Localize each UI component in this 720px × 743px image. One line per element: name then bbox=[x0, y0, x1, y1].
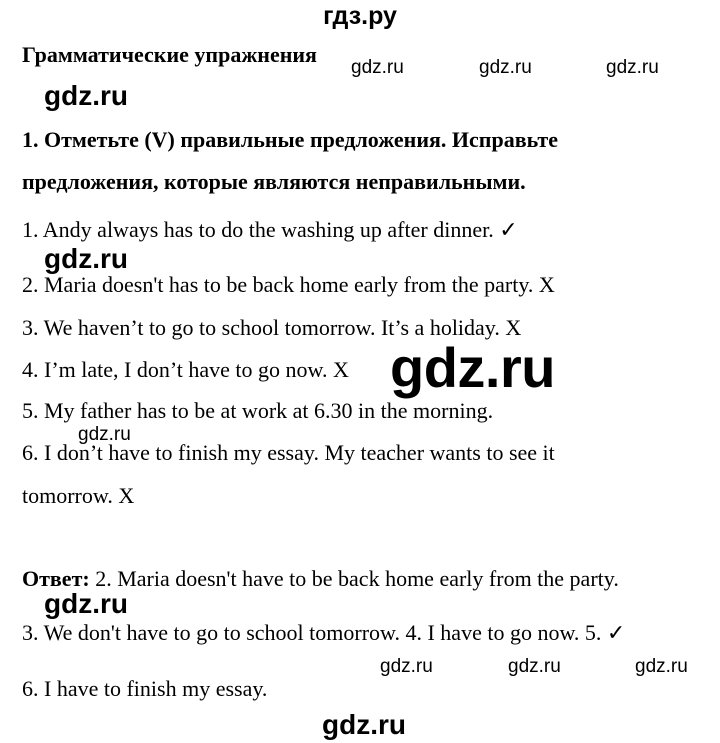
sentence-6-continued: tomorrow. X bbox=[22, 483, 135, 508]
watermark: gdz.ru bbox=[44, 243, 128, 274]
sentence-3: 3. We haven’t to go to school tomorrow. It’s a holiday. X bbox=[22, 315, 522, 340]
watermark: gdz.ru bbox=[635, 656, 688, 677]
watermark: gdz.ru bbox=[351, 57, 404, 78]
sentence-4: 4. I’m late, I don’t have to go now. X bbox=[22, 357, 349, 382]
answer-text-1: 2. Maria doesn't have to be back home early from the party. bbox=[89, 566, 619, 591]
answer-line-3: 6. I have to finish my essay. bbox=[22, 676, 268, 701]
sentence-6: 6. I don’t have to finish my essay. My teacher wants to see it bbox=[22, 440, 555, 465]
sentence-5: 5. My father has to be at work at 6.30 in the morning. bbox=[22, 398, 494, 423]
watermark: gdz.ru bbox=[322, 709, 406, 740]
watermark: gdz.ru bbox=[508, 656, 561, 677]
watermark: gdz.ru bbox=[44, 588, 128, 619]
watermark: gdz.ru bbox=[78, 424, 131, 445]
task-instruction-line-2: предложения, которые являются неправильными. bbox=[22, 169, 526, 194]
sentence-1: 1. Andy always has to do the washing up after dinner. ✓ bbox=[22, 217, 518, 242]
watermark: gdz.ru bbox=[390, 336, 555, 399]
site-header: гдз.ру bbox=[323, 2, 397, 30]
task-instruction-line-1: 1. Отметьте (V) правильные предложения. Исправьте bbox=[22, 127, 558, 152]
watermark: gdz.ru bbox=[479, 57, 532, 78]
watermark: gdz.ru bbox=[606, 57, 659, 78]
section-title: Грамматические упражнения bbox=[22, 42, 317, 67]
sentence-2: 2. Maria doesn't has to be back home early from the party. X bbox=[22, 272, 555, 297]
answer-line-2: 3. We don't have to go to school tomorrow. 4. I have to go now. 5. ✓ bbox=[22, 620, 626, 645]
answer-label: Ответ: bbox=[22, 566, 90, 591]
watermark: gdz.ru bbox=[380, 656, 433, 677]
watermark: gdz.ru bbox=[44, 80, 128, 111]
